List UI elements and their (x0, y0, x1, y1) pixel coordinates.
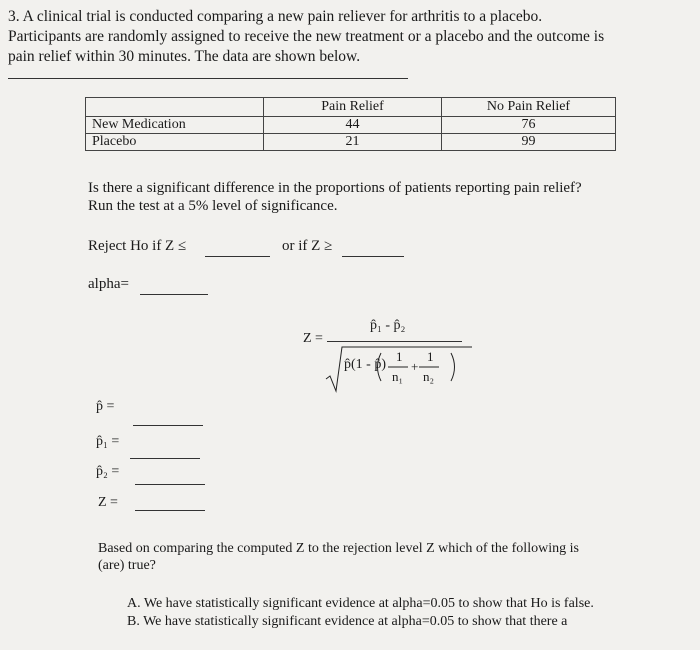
data-table (85, 97, 616, 151)
table-cell: 21 (264, 134, 442, 151)
question-line-1: 3. A clinical trial is conducted comparing a new pain reliever for arthritis to a placebo. (8, 8, 543, 25)
var-p-label: p̂ = (96, 399, 115, 414)
reject-upper-blank[interactable] (342, 242, 404, 257)
table-header-cell (86, 98, 264, 117)
choice-a-letter: A. (127, 596, 141, 611)
prompt-line-2: Run the test at a 5% level of significance. (88, 198, 338, 214)
fraction-bar (327, 341, 462, 342)
alpha-blank[interactable] (140, 280, 208, 295)
table-header-row (86, 98, 616, 117)
formula-one-1: 1 (396, 349, 403, 364)
conclusion-line-1: Based on comparing the computed Z to the rejection level Z which of the following is (98, 541, 579, 556)
question-line-2: Participants are randomly assigned to receive the new treatment or a placebo and the outcome is (8, 28, 605, 45)
var-p2-blank[interactable] (135, 484, 205, 485)
table-cell: 99 (442, 134, 616, 151)
conclusion-line-2: (are) true? (98, 558, 156, 573)
var-p-blank[interactable] (133, 425, 203, 426)
formula-n1: n₁ (392, 369, 404, 384)
var-p2-label: p̂₂ = (96, 464, 120, 479)
var-p1-blank[interactable] (130, 458, 200, 459)
formula-z: Z = (303, 331, 323, 346)
choice-b[interactable] (127, 614, 567, 630)
formula-numerator: p̂₁ - p̂₂ (370, 318, 406, 333)
var-z-blank[interactable] (135, 510, 205, 511)
table-row (86, 134, 616, 151)
question-underline (8, 78, 408, 79)
prompt-line-1: Is there a significant difference in the proportions of patients reporting pain relief? (88, 180, 582, 196)
table-cell: 76 (442, 117, 616, 134)
reject-lower-blank[interactable] (205, 242, 270, 257)
formula-one-2: 1 (427, 349, 434, 364)
table-cell: New Medication (86, 117, 264, 134)
table-row (86, 117, 616, 134)
table-cell: Placebo (86, 134, 264, 151)
alpha-label: alpha= (88, 276, 129, 292)
table-header-cell: No Pain Relief (442, 98, 616, 117)
question-line-3: pain relief within 30 minutes. The data are shown below. (8, 48, 361, 65)
var-p1-label: p̂₁ = (96, 434, 120, 449)
table-cell: 44 (264, 117, 442, 134)
formula-plus: + (411, 359, 419, 374)
reject-or-label: or if Z ≥ (282, 238, 333, 254)
choice-b-letter: B. (127, 614, 140, 629)
choice-a[interactable] (127, 596, 594, 612)
table-header-cell: Pain Relief (264, 98, 442, 117)
var-z-label: Z = (98, 495, 118, 510)
choice-a-text: We have statistically significant evidence at alpha=0.05 to show that Ho is false. (143, 596, 594, 611)
reject-label: Reject Ho if Z ≤ (88, 238, 187, 254)
formula-n2: n₂ (423, 369, 435, 384)
formula-denominator-left: p̂(1 - p̂) (344, 357, 386, 372)
choice-b-text: We have statistically significant evidence at alpha=0.05 to show that there a (143, 614, 568, 629)
